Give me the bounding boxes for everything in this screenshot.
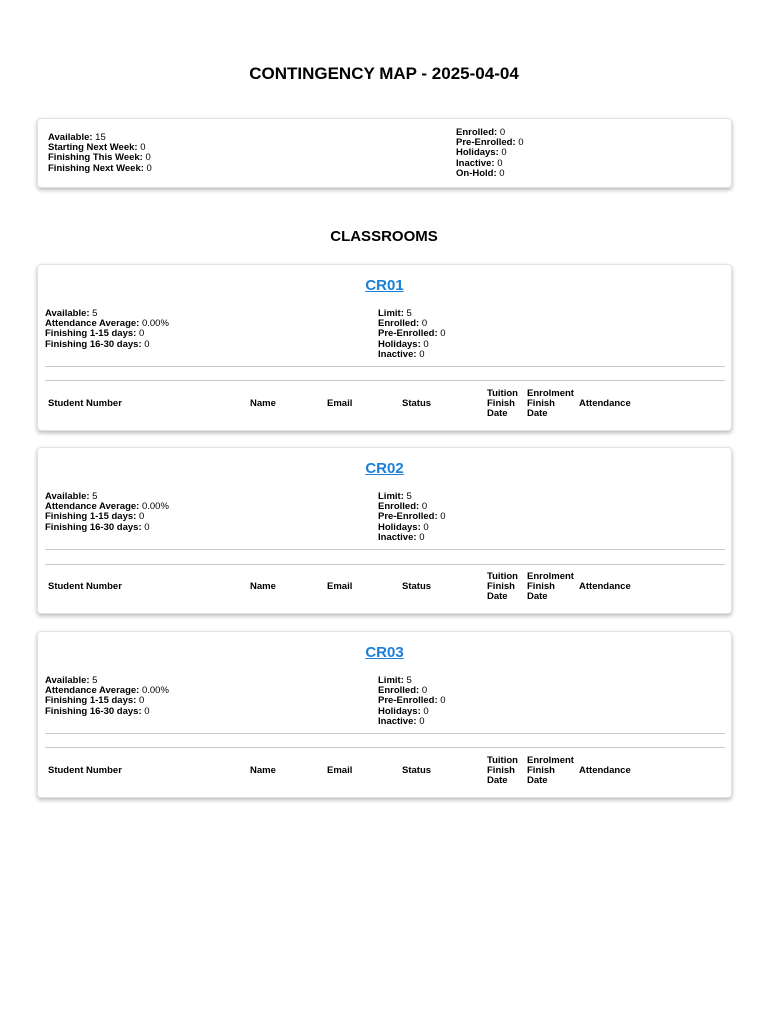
col-email: Email [327,581,353,592]
stat-pre-enrolled: Pre-Enrolled: 0 [378,328,446,340]
stat-inactive: Inactive: 0 [456,157,503,169]
classroom-link-cr01[interactable]: CR01 [365,277,404,294]
divider [45,366,725,367]
col-enrolment-finish-date: Enrolment Finish Date [527,571,574,603]
stat-finishing-1-15: Finishing 1-15 days: 0 [45,695,145,707]
col-attendance: Attendance [579,765,631,776]
col-email: Email [327,765,353,776]
col-tuition-finish-date: Tuition Finish Date [487,388,518,420]
stat-holidays: Holidays: 0 [378,521,429,533]
stat-inactive: Inactive: 0 [378,715,425,727]
stat-pre-enrolled: Pre-Enrolled: 0 [378,511,446,523]
col-attendance: Attendance [579,581,631,592]
stat-attendance-average: Attendance Average: 0.00% [45,685,169,697]
stat-finishing-1-15: Finishing 1-15 days: 0 [45,328,145,340]
stat-attendance-average: Attendance Average: 0.00% [45,318,169,330]
classroom-left-stats [45,492,169,533]
col-enrolment-finish-date: Enrolment Finish Date [527,388,574,420]
stat-holidays: Holidays: 0 [456,147,507,159]
col-status: Status [402,581,432,592]
page-title: CONTINGENCY MAP - 2025-04-04 [249,64,519,83]
col-name: Name [250,398,276,409]
stat-attendance-average: Attendance Average: 0.00% [45,501,169,513]
stat-finishing-next-week: Finishing Next Week: 0 [48,162,152,174]
stat-pre-enrolled: Pre-Enrolled: 0 [378,695,446,707]
stat-finishing-16-30: Finishing 16-30 days: 0 [45,521,150,533]
classroom-right-stats [378,676,446,727]
stat-available: Available: 5 [45,491,98,502]
stat-enrolled: Enrolled: 0 [378,318,428,330]
summary-right-stats [456,128,524,179]
stat-available: Available: 15 [48,132,106,143]
stat-limit: Limit: 5 [378,675,412,686]
stat-available: Available: 5 [45,308,98,319]
col-student-number: Student Number [48,765,122,776]
divider [45,380,725,381]
stat-finishing-16-30: Finishing 16-30 days: 0 [45,705,150,717]
col-status: Status [402,765,432,776]
col-email: Email [327,398,353,409]
stat-pre-enrolled: Pre-Enrolled: 0 [456,137,524,149]
stat-inactive: Inactive: 0 [378,348,425,360]
classroom-link-cr03[interactable]: CR03 [365,644,404,661]
col-name: Name [250,581,276,592]
col-attendance: Attendance [579,398,631,409]
classroom-left-stats [45,309,169,350]
stat-on-hold: On-Hold: 0 [456,167,505,179]
summary-card [37,118,732,188]
classroom-card-cr03 [37,631,732,798]
stat-finishing-16-30: Finishing 16-30 days: 0 [45,338,150,350]
stat-holidays: Holidays: 0 [378,338,429,350]
classrooms-heading: CLASSROOMS [330,228,438,245]
col-enrolment-finish-date: Enrolment Finish Date [527,755,574,787]
col-name: Name [250,765,276,776]
classroom-right-stats [378,309,446,360]
summary-left-stats [48,133,152,174]
divider [45,564,725,565]
stat-finishing-1-15: Finishing 1-15 days: 0 [45,511,145,523]
stat-holidays: Holidays: 0 [378,705,429,717]
col-tuition-finish-date: Tuition Finish Date [487,571,518,603]
classroom-link-cr02[interactable]: CR02 [365,460,404,477]
col-tuition-finish-date: Tuition Finish Date [487,755,518,787]
classroom-card-cr01 [37,264,732,431]
stat-limit: Limit: 5 [378,491,412,502]
classroom-right-stats [378,492,446,543]
classroom-left-stats [45,676,169,717]
stat-finishing-this-week: Finishing This Week: 0 [48,152,151,164]
stat-enrolled: Enrolled: 0 [378,501,428,513]
classroom-card-cr02 [37,447,732,614]
col-status: Status [402,398,432,409]
stat-limit: Limit: 5 [378,308,412,319]
divider [45,549,725,550]
col-student-number: Student Number [48,398,122,409]
stat-available: Available: 5 [45,675,98,686]
col-student-number: Student Number [48,581,122,592]
stat-enrolled: Enrolled: 0 [456,127,506,138]
stat-enrolled: Enrolled: 0 [378,685,428,697]
divider [45,747,725,748]
divider [45,733,725,734]
stat-inactive: Inactive: 0 [378,531,425,543]
stat-starting-next-week: Starting Next Week: 0 [48,142,146,154]
